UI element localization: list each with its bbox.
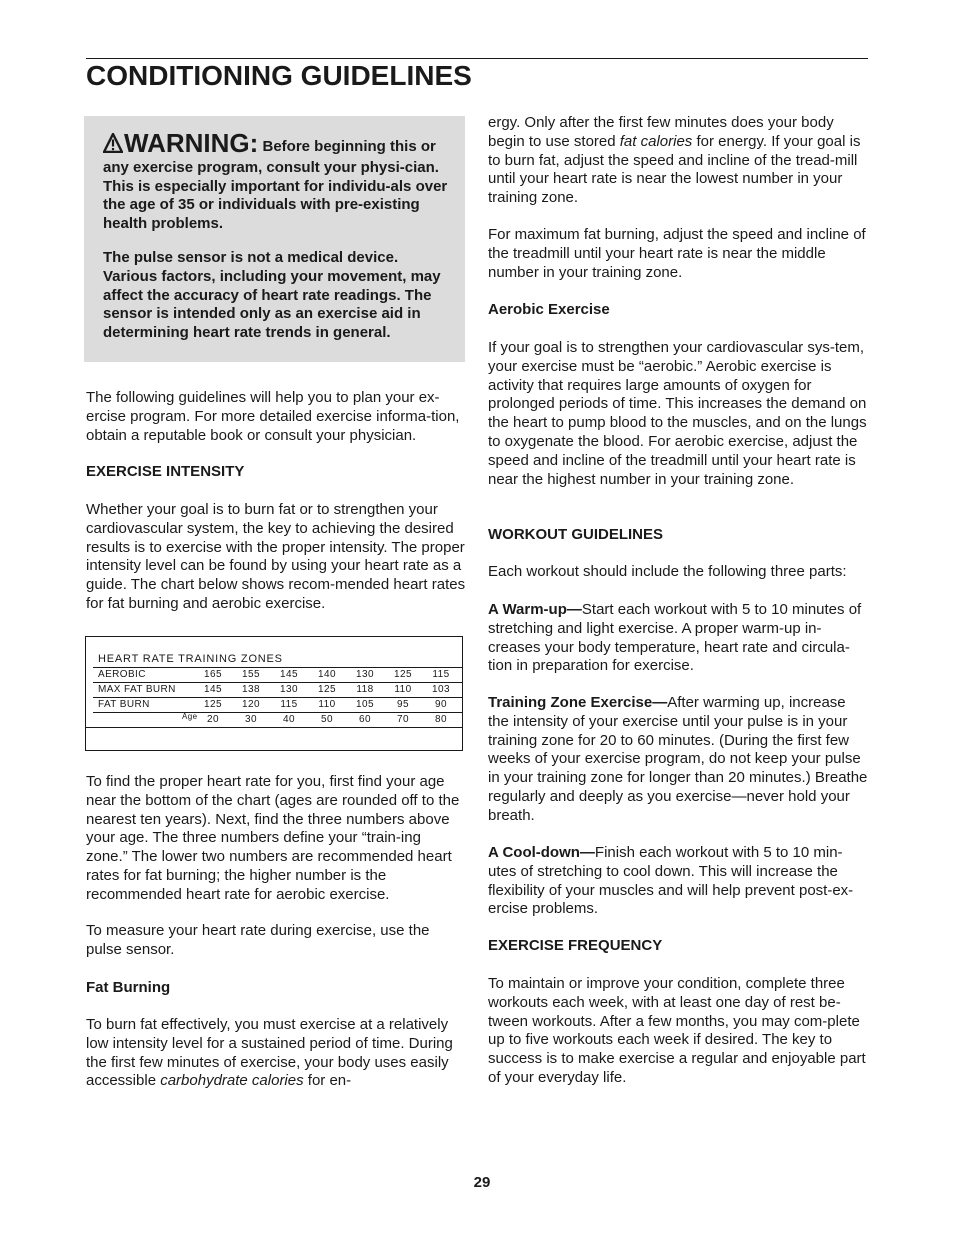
- chart-cell: 115: [280, 699, 298, 710]
- max-fat-burning-paragraph: For maximum fat burning, adjust the speed and incline of the treadmill until your heart rate is near the middle number in your training zone.: [488, 226, 866, 281]
- find-heart-rate-paragraph: To find the proper heart rate for you, first find your age near the bottom of the chart (ages are rounded off to the nearest ten years). Next, find the three numbers above your age. The three numbers define your “train-ing zone.” The lower two numbers are recommended heart rates for fat burning; the higher number is the recommended heart rate for aerobic exercise.: [86, 773, 460, 903]
- chart-cell: 155: [242, 669, 260, 680]
- age-label: Age: [182, 712, 198, 721]
- row-label: FAT BURN: [98, 699, 150, 710]
- row-label: MAX FAT BURN: [98, 684, 176, 695]
- chart-rule: [93, 667, 463, 668]
- warning-word: WARNING:: [124, 128, 259, 158]
- chart-cell: 50: [321, 714, 333, 725]
- chart-rule: [93, 697, 463, 698]
- chart-cell: 90: [435, 699, 447, 710]
- chart-cell: 110: [394, 684, 412, 695]
- heart-rate-zone-chart: [85, 636, 463, 751]
- chart-cell: 125: [318, 684, 336, 695]
- chart-cell: 130: [356, 669, 374, 680]
- warning-box: [84, 116, 465, 362]
- fat-burning-heading: Fat Burning: [86, 979, 171, 996]
- top-rule: [86, 58, 868, 59]
- chart-cell: 145: [204, 684, 222, 695]
- chart-cell: 115: [432, 669, 450, 680]
- chart-cell: 110: [318, 699, 336, 710]
- chart-cell: 140: [318, 669, 336, 680]
- warning-content: [103, 128, 448, 343]
- chart-cell: 80: [435, 714, 447, 725]
- chart-cell: 118: [356, 684, 374, 695]
- aerobic-exercise-paragraph: If your goal is to strengthen your cardiovascular sys-tem, your exercise must be “aerobic.” Aerobic exercise is activity that requires large amounts of oxygen for prolonged periods of time. This increases the demand on the heart to pump blood to the muscles, and on the lungs to oxygenate the blood. For aerobic exercise, adjust the speed and incline of the treadmill until your heart rate is near the highest number in your training zone.: [488, 339, 867, 488]
- chart-cell: 105: [356, 699, 374, 710]
- fat-burning-paragraph: To burn fat effectively, you must exercise at a relatively low intensity level for a sustained period of time. During the first few minutes of exercise, your body uses easily accessible carbohydrate calories for en-: [86, 1016, 453, 1090]
- chart-cell: 70: [397, 714, 409, 725]
- chart-cell: 130: [280, 684, 298, 695]
- chart-row-aerobic: [98, 669, 462, 683]
- chart-row-max-fat-burn: [98, 684, 462, 698]
- measure-heart-rate-paragraph: To measure your heart rate during exercise, use the pulse sensor.: [86, 922, 430, 958]
- intro-paragraph: The following guidelines will help you to plan your ex-ercise program. For more detailed exercise informa-tion, obtain a reputable book or consult your physician.: [86, 389, 460, 444]
- page-title: CONDITIONING GUIDELINES: [86, 60, 472, 91]
- exercise-frequency-paragraph: To maintain or improve your condition, complete three workouts each week, with at least one day of rest be-tween workouts. After a few months, you may com-plete up to five workouts each week if desired. The key to success is to make exercise a regular and enjoyable part of your everyday life.: [488, 975, 866, 1086]
- chart-cell: 145: [280, 669, 298, 680]
- chart-cell: 103: [432, 684, 450, 695]
- warning-lead-text: Before beginning this or any exercise program, consult your physi-cian. This is especially important for individu-als over the age of 35 or individuals with pre-existing health problems.: [103, 138, 448, 233]
- aerobic-exercise-heading: Aerobic Exercise: [488, 301, 610, 318]
- cool-down-paragraph: A Cool-down—Finish each workout with 5 to 10 min-utes of stretching to cool down. This will increase the flexibility of your muscles and will help prevent post-ex-ercise problems.: [488, 844, 854, 918]
- chart-cell: 120: [242, 699, 260, 710]
- page-number: 29: [473, 1174, 491, 1191]
- chart-row-age: [98, 714, 462, 728]
- chart-title: HEART RATE TRAINING ZONES: [98, 653, 283, 665]
- row-label: AEROBIC: [98, 669, 146, 680]
- warm-up-paragraph: A Warm-up—Start each workout with 5 to 10 minutes of stretching and light exercise. A proper warm-up in-creases your body temperature, heart rate and circula-tion in preparation for exercise.: [488, 601, 862, 675]
- exercise-intensity-paragraph: Whether your goal is to burn fat or to strengthen your cardiovascular system, the key to achieving the desired results is to exercise with the proper intensity. The proper intensity level can be found by using your heart rate as a guide. The chart below shows recom-mended heart rates for fat burning and aerobic exercise.: [86, 501, 466, 612]
- chart-cell: 20: [207, 714, 219, 725]
- pulse-sensor-note: The pulse sensor is not a medical device. Various factors, including your movement, may affect the accuracy of heart rate readings. The sensor is intended only as an exercise aid in determining heart rate trends in general.: [103, 248, 441, 342]
- chart-cell: 125: [204, 699, 222, 710]
- warning-triangle-icon: [103, 133, 123, 159]
- chart-bottom-rule: [86, 727, 462, 728]
- chart-cell: 40: [283, 714, 295, 725]
- chart-cell: 165: [204, 669, 222, 680]
- chart-cell: 125: [394, 669, 412, 680]
- workout-guidelines-heading: WORKOUT GUIDELINES: [488, 526, 663, 543]
- chart-cell: 95: [397, 699, 409, 710]
- exercise-intensity-heading: EXERCISE INTENSITY: [86, 463, 245, 480]
- chart-rule: [93, 682, 463, 683]
- chart-cell: 30: [245, 714, 257, 725]
- chart-cell: 138: [242, 684, 260, 695]
- fat-burning-continued-paragraph: ergy. Only after the first few minutes does your body begin to use stored fat calories for energy. If your goal is to burn fat, adjust the speed and incline of the tread-mill until your heart rate is near the lowest number in your training zone.: [488, 114, 861, 207]
- exercise-frequency-heading: EXERCISE FREQUENCY: [488, 937, 663, 954]
- workout-intro-paragraph: Each workout should include the following three parts:: [488, 563, 847, 580]
- chart-row-fat-burn: [98, 699, 462, 713]
- training-zone-paragraph: Training Zone Exercise—After warming up, increase the intensity of your exercise until your pulse is in your training zone for 20 to 60 minutes. (During the first few weeks of your exercise program, do not keep your pulse in your training zone for longer than 20 minutes.) Breathe regularly and deeply as you exercise—never hold your breath.: [488, 694, 868, 824]
- chart-cell: 60: [359, 714, 371, 725]
- chart-rule: [93, 712, 463, 713]
